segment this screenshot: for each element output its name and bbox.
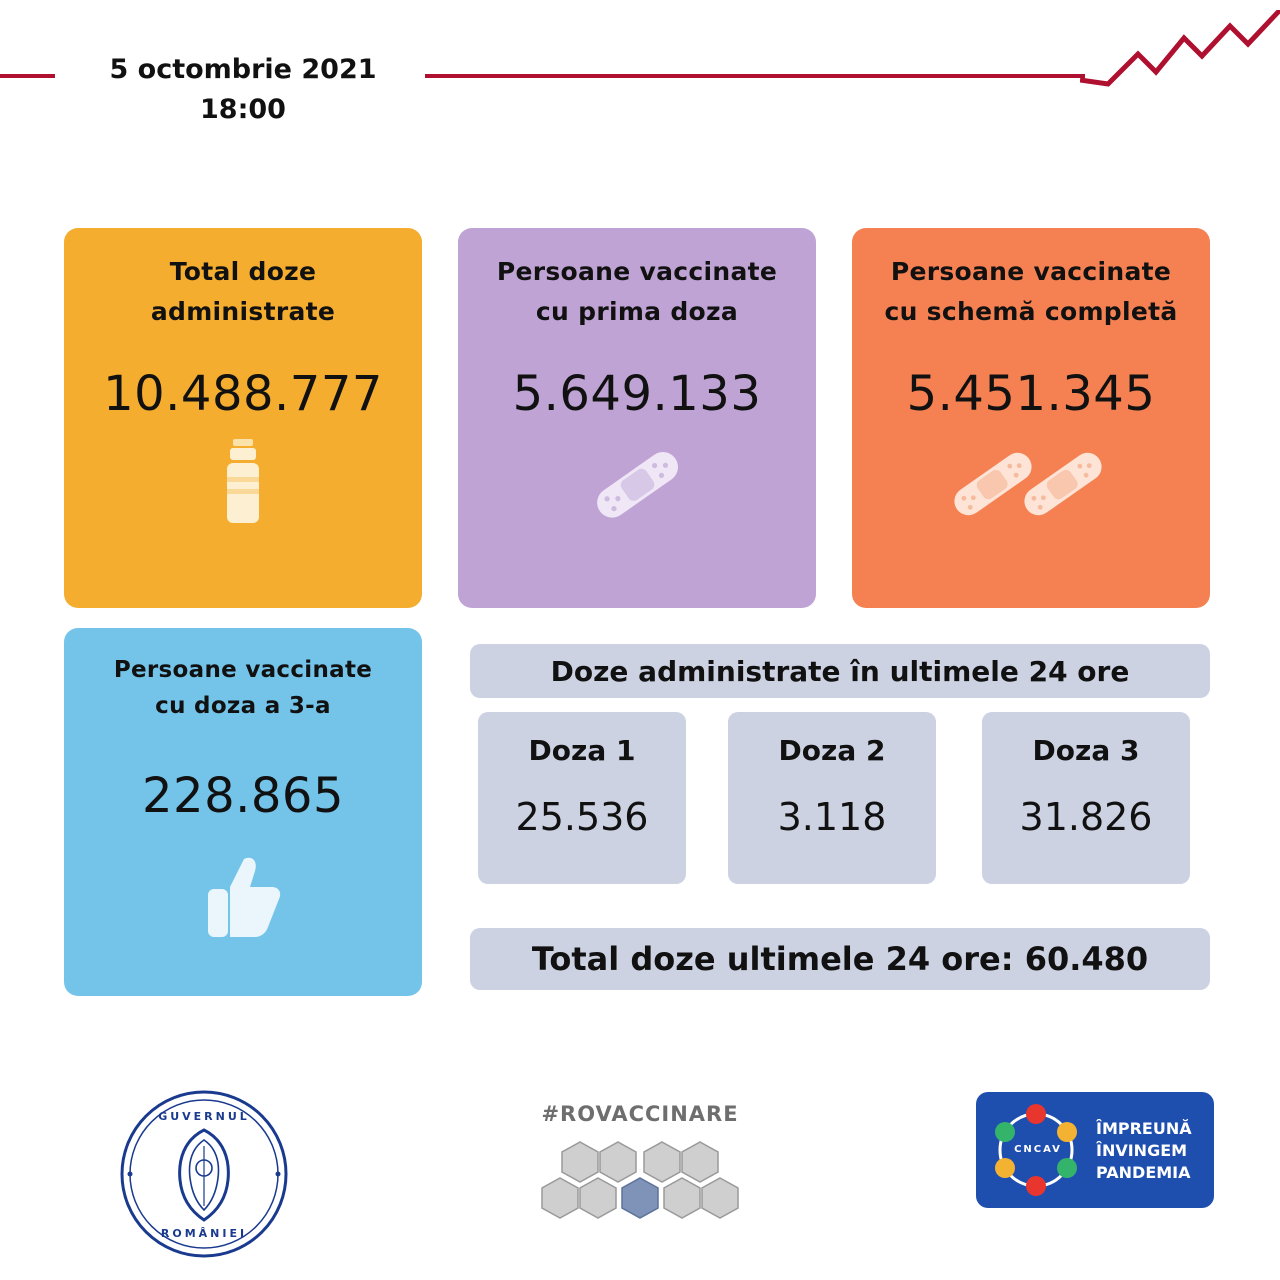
panel-24h-total: Total doze ultimele 24 ore: 60.480 xyxy=(470,928,1210,990)
dose-label: Doza 2 xyxy=(778,734,886,767)
cncav-slogan-line1: ÎMPREUNĂ xyxy=(1096,1119,1192,1138)
header-date-block xyxy=(78,50,408,130)
card-title xyxy=(78,652,408,724)
card-title-line2: cu schemă completă xyxy=(884,297,1178,326)
header-rule-middle xyxy=(425,74,1085,78)
card-title xyxy=(78,252,408,332)
stat-card-complete-scheme xyxy=(852,228,1210,608)
stat-card-third-dose xyxy=(64,628,422,996)
card-value: 10.488.777 xyxy=(103,366,383,422)
card-title-line2: administrate xyxy=(150,297,336,326)
dose-box-2 xyxy=(728,712,936,884)
cncav-logo xyxy=(976,1092,1214,1208)
card-title-line1: Persoane vaccinate xyxy=(890,257,1172,286)
dose-label: Doza 1 xyxy=(528,734,636,767)
bandage-single-icon xyxy=(472,436,802,532)
cncav-slogan-line3: PANDEMIA xyxy=(1096,1163,1191,1182)
card-title-line1: Total doze xyxy=(169,257,317,286)
cncav-slogan xyxy=(1096,1118,1208,1184)
gov-logo-text-top: GUVERNUL xyxy=(158,1110,250,1123)
cncav-slogan-line2: ÎNVINGEM xyxy=(1096,1141,1188,1160)
card-title-line2: cu prima doza xyxy=(535,297,739,326)
card-title-line2: cu doza a 3-a xyxy=(155,693,331,719)
government-of-romania-logo xyxy=(118,1088,290,1260)
card-title xyxy=(866,252,1196,332)
bandage-double-icon xyxy=(866,436,1196,532)
card-value: 228.865 xyxy=(142,768,344,824)
dose-value: 25.536 xyxy=(515,795,649,839)
card-title-line1: Persoane vaccinate xyxy=(496,257,778,286)
cncav-acronym: CNCAV xyxy=(1014,1144,1062,1155)
stat-card-total-doses xyxy=(64,228,422,608)
dose-value: 31.826 xyxy=(1019,795,1153,839)
dose-label: Doza 3 xyxy=(1032,734,1140,767)
header-time: 18:00 xyxy=(200,94,286,125)
footer xyxy=(0,1060,1280,1280)
thumbs-up-icon xyxy=(78,850,408,946)
trend-line-icon xyxy=(1080,10,1280,90)
hexagon-cluster-icon xyxy=(510,1134,770,1244)
header xyxy=(0,0,1280,150)
rovaccinare-hashtag: #ROVACCINARE xyxy=(541,1102,739,1126)
card-value: 5.451.345 xyxy=(906,366,1156,422)
card-title-line1: Persoane vaccinate xyxy=(113,657,373,683)
panel-24h-header: Doze administrate în ultimele 24 ore xyxy=(470,644,1210,698)
vaccine-vial-icon xyxy=(78,436,408,532)
dose-box-3 xyxy=(982,712,1190,884)
card-value: 5.649.133 xyxy=(512,366,762,422)
stat-card-first-dose xyxy=(458,228,816,608)
rovaccinare-logo xyxy=(510,1102,770,1252)
header-rule-left xyxy=(0,74,55,78)
dose-box-1 xyxy=(478,712,686,884)
dose-value: 3.118 xyxy=(777,795,887,839)
card-title xyxy=(472,252,802,332)
gov-logo-text-bottom: ROMÂNIEI xyxy=(160,1227,248,1240)
header-date: 5 octombrie 2021 xyxy=(109,54,377,85)
